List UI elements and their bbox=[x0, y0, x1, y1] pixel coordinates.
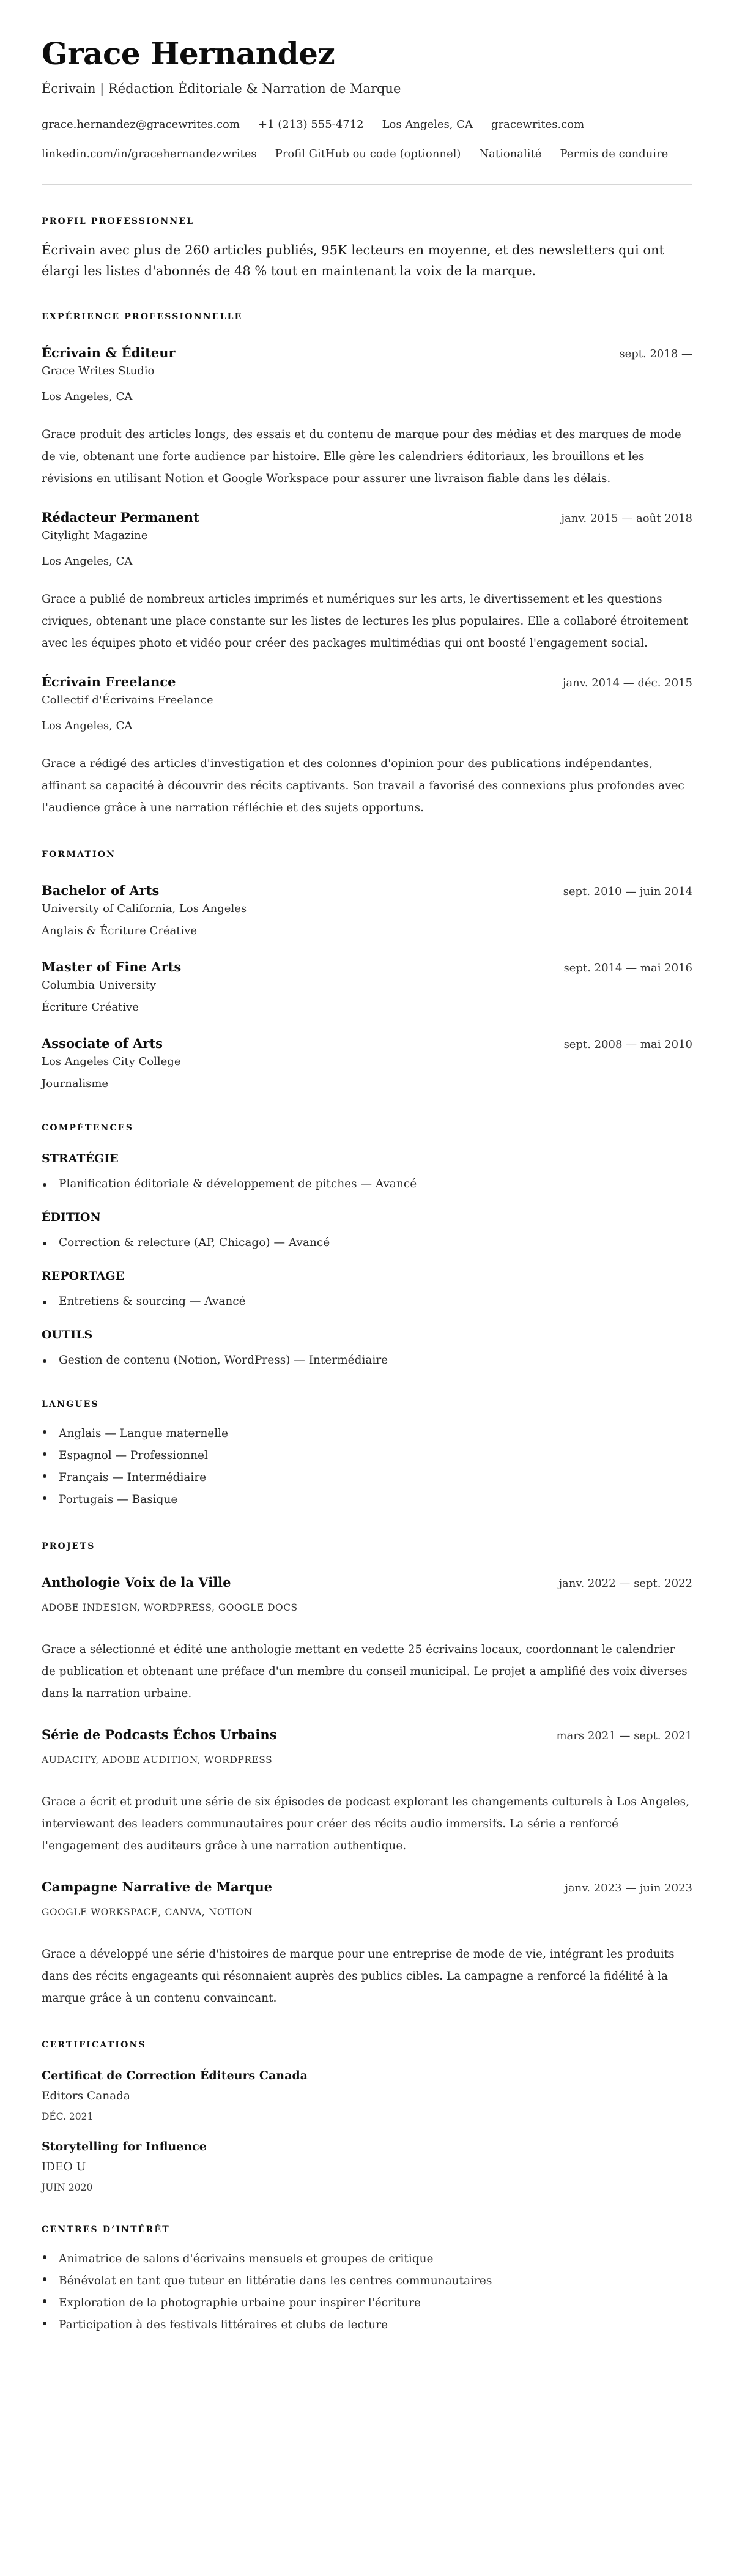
job-description: Grace a rédigé des articles d'investigation et des colonnes d'opinion pour des publications indépendantes, affinant sa capacité à découvrir des récits captivants. Son travail a favorisé des connexions plus profondes avec l'audience grâce à une narration réfléchie et des sujets opportuns. bbox=[42, 757, 684, 814]
contact-github[interactable]: Profil GitHub ou code (optionnel) bbox=[275, 147, 461, 160]
interest-item: Animatrice de salons d'écrivains mensuels et groupes de critique bbox=[42, 2248, 692, 2270]
project-dates: janv. 2023 — juin 2023 bbox=[565, 1882, 692, 1895]
section-title-experience: EXPÉRIENCE PROFESSIONNELLE bbox=[42, 312, 243, 322]
education-entry bbox=[42, 1034, 692, 1093]
interest-item: Exploration de la photographie urbaine pour inspirer l'écriture bbox=[42, 2292, 692, 2314]
section-title-education: FORMATION bbox=[42, 850, 116, 859]
summary-text: Écrivain avec plus de 260 articles publiés, 95K lecteurs en moyenne, et des newsletters qui ont élargi les listes d'abonnés de 48 % tout en maintenant la voix de la marque. bbox=[42, 243, 664, 278]
skill-group bbox=[42, 1150, 692, 1193]
skill-item: Entretiens & sourcing — Avancé bbox=[42, 1293, 692, 1310]
job-title: Écrivain Freelance bbox=[42, 674, 176, 689]
skill-category: STRATÉGIE bbox=[42, 1152, 119, 1165]
contact-phone[interactable]: +1 (213) 555-4712 bbox=[258, 118, 364, 131]
skill-list bbox=[42, 1176, 692, 1193]
section-title-skills: COMPÉTENCES bbox=[42, 1123, 134, 1133]
certification-name: Certificat de Correction Éditeurs Canada bbox=[42, 2069, 308, 2082]
field-of-study: Écriture Créative bbox=[42, 1001, 139, 1014]
language-item: Portugais — Basique bbox=[42, 1489, 692, 1511]
skill-item: Gestion de contenu (Notion, WordPress) — Intermédiaire bbox=[42, 1352, 692, 1369]
project-tech-stack: GOOGLE WORKSPACE, CANVA, NOTION bbox=[42, 1907, 253, 1918]
job-dates: janv. 2014 — déc. 2015 bbox=[562, 677, 692, 689]
contact-list bbox=[42, 116, 692, 163]
language-item: Anglais — Langue maternelle bbox=[42, 1423, 692, 1445]
contact-nationality: Nationalité bbox=[479, 147, 542, 160]
candidate-headline: Écrivain | Rédaction Éditoriale & Narration de Marque bbox=[42, 81, 401, 96]
contact-linkedin[interactable]: linkedin.com/in/gracehernandezwrites bbox=[42, 147, 257, 160]
skill-list bbox=[42, 1352, 692, 1369]
experience-entry bbox=[42, 673, 692, 819]
section-title-certifications: CERTIFICATIONS bbox=[42, 2040, 146, 2050]
education-entry bbox=[42, 958, 692, 1016]
project-description: Grace a écrit et produit une série de six épisodes de podcast explorant les changements culturels à Los Angeles, interviewant des leaders communautaires pour créer des récits audio immersifs. La série a renforcé l'engagement des auditeurs grâce à une narration authentique. bbox=[42, 1795, 689, 1852]
certification-date: DÉC. 2021 bbox=[42, 2111, 94, 2122]
experience-entry bbox=[42, 508, 692, 655]
job-location: Los Angeles, CA bbox=[42, 390, 133, 403]
interest-item: Bénévolat en tant que tuteur en littératie dans les centres communautaires bbox=[42, 2270, 692, 2292]
header-divider bbox=[42, 184, 692, 185]
job-title: Rédacteur Permanent bbox=[42, 510, 199, 525]
school-name: Columbia University bbox=[42, 979, 157, 992]
education-dates: sept. 2008 — mai 2010 bbox=[563, 1038, 692, 1051]
certification-entry bbox=[42, 2067, 692, 2123]
project-dates: mars 2021 — sept. 2021 bbox=[556, 1729, 692, 1742]
school-name: University of California, Los Angeles bbox=[42, 902, 247, 915]
project-tech-stack: AUDACITY, ADOBE AUDITION, WORDPRESS bbox=[42, 1754, 273, 1765]
language-list bbox=[42, 1423, 692, 1511]
project-name: Campagne Narrative de Marque bbox=[42, 1879, 273, 1895]
section-title-interests: CENTRES D’INTÉRÊT bbox=[42, 2225, 170, 2235]
project-entry bbox=[42, 1726, 692, 1857]
experience-entry bbox=[42, 344, 692, 490]
skill-list bbox=[42, 1293, 692, 1310]
project-entry bbox=[42, 1573, 692, 1705]
project-tech-stack: ADOBE INDESIGN, WORDPRESS, GOOGLE DOCS bbox=[42, 1602, 298, 1613]
job-dates: sept. 2018 — bbox=[619, 347, 692, 360]
section-title-summary: PROFIL PROFESSIONNEL bbox=[42, 217, 195, 226]
skill-group bbox=[42, 1209, 692, 1252]
education-entry bbox=[42, 882, 692, 940]
skill-list bbox=[42, 1234, 692, 1252]
job-location: Los Angeles, CA bbox=[42, 555, 133, 568]
skill-item: Planification éditoriale & développement de pitches — Avancé bbox=[42, 1176, 692, 1193]
skill-item: Correction & relecture (AP, Chicago) — Avancé bbox=[42, 1234, 692, 1252]
school-name: Los Angeles City College bbox=[42, 1055, 181, 1068]
education-section bbox=[42, 848, 692, 1093]
experience-section bbox=[42, 311, 692, 819]
contact-location: Los Angeles, CA bbox=[382, 118, 473, 131]
project-dates: janv. 2022 — sept. 2022 bbox=[558, 1577, 692, 1590]
job-company: Citylight Magazine bbox=[42, 529, 148, 542]
section-title-projects: PROJETS bbox=[42, 1542, 95, 1551]
section-title-languages: LANGUES bbox=[42, 1400, 99, 1409]
summary-section bbox=[42, 215, 692, 281]
resume-header bbox=[42, 35, 692, 163]
certification-date: JUIN 2020 bbox=[42, 2182, 93, 2193]
job-location: Los Angeles, CA bbox=[42, 719, 133, 732]
contact-website[interactable]: gracewrites.com bbox=[491, 118, 585, 131]
skill-category: OUTILS bbox=[42, 1328, 93, 1342]
interests-section bbox=[42, 2224, 692, 2336]
project-name: Anthologie Voix de la Ville bbox=[42, 1575, 231, 1590]
certification-entry bbox=[42, 2138, 692, 2194]
degree-title: Master of Fine Arts bbox=[42, 959, 182, 974]
candidate-name: Grace Hernandez bbox=[42, 35, 335, 72]
skill-group bbox=[42, 1326, 692, 1369]
degree-title: Associate of Arts bbox=[42, 1036, 163, 1051]
job-title: Écrivain & Éditeur bbox=[42, 345, 176, 360]
project-name: Série de Podcasts Échos Urbains bbox=[42, 1727, 277, 1742]
skill-category: ÉDITION bbox=[42, 1211, 101, 1224]
certifications-section bbox=[42, 2039, 692, 2194]
job-company: Collectif d'Écrivains Freelance bbox=[42, 694, 213, 707]
certification-issuer: IDEO U bbox=[42, 2161, 86, 2173]
education-dates: sept. 2014 — mai 2016 bbox=[563, 962, 692, 974]
languages-section bbox=[42, 1398, 692, 1511]
skill-group bbox=[42, 1268, 692, 1310]
field-of-study: Journalisme bbox=[42, 1077, 109, 1090]
job-description: Grace produit des articles longs, des essais et du contenu de marque pour des médias et des marques de mode de vie, obtenant une forte audience par histoire. Elle gère les calendriers éditoriaux, les brouillons et les révisions en utilisant Notion et Google Workspace pour assurer une livraison fiable dans les délais. bbox=[42, 428, 681, 485]
contact-email[interactable]: grace.hernandez@gracewrites.com bbox=[42, 118, 240, 131]
language-item: Espagnol — Professionnel bbox=[42, 1445, 692, 1467]
project-entry bbox=[42, 1878, 692, 2010]
degree-title: Bachelor of Arts bbox=[42, 883, 160, 898]
interest-item: Participation à des festivals littéraires et clubs de lecture bbox=[42, 2314, 692, 2336]
language-item: Français — Intermédiaire bbox=[42, 1467, 692, 1489]
job-company: Grace Writes Studio bbox=[42, 365, 155, 377]
job-description: Grace a publié de nombreux articles imprimés et numériques sur les arts, le divertissement et les questions civiques, obtenant une place constante sur les listes de lectures les plus populaires. Elle a collaboré étroitement avec les équipes photo et vidéo pour créer des packages multimédias qui ont boosté l'engagement social. bbox=[42, 593, 688, 650]
education-dates: sept. 2010 — juin 2014 bbox=[563, 885, 692, 898]
interest-list bbox=[42, 2248, 692, 2336]
skill-category: REPORTAGE bbox=[42, 1269, 125, 1283]
certification-issuer: Editors Canada bbox=[42, 2090, 131, 2103]
project-description: Grace a développé une série d'histoires de marque pour une entreprise de mode de vie, intégrant les produits dans des récits engageants qui résonnaient auprès des publics cibles. La campagne a renforcé la fidélité à la marque grâce à un contenu convaincant. bbox=[42, 1948, 675, 2005]
certification-name: Storytelling for Influence bbox=[42, 2140, 207, 2153]
field-of-study: Anglais & Écriture Créative bbox=[42, 924, 198, 937]
project-description: Grace a sélectionné et édité une anthologie mettant en vedette 25 écrivains locaux, coordonnant le calendrier de publication et obtenant une préface d'un membre du conseil municipal. Le projet a amplifié des voix diverses dans la narration urbaine. bbox=[42, 1643, 688, 1700]
projects-section bbox=[42, 1540, 692, 2010]
skills-section bbox=[42, 1122, 692, 1369]
contact-driving-license: Permis de conduire bbox=[560, 147, 669, 160]
job-dates: janv. 2015 — août 2018 bbox=[561, 512, 692, 525]
